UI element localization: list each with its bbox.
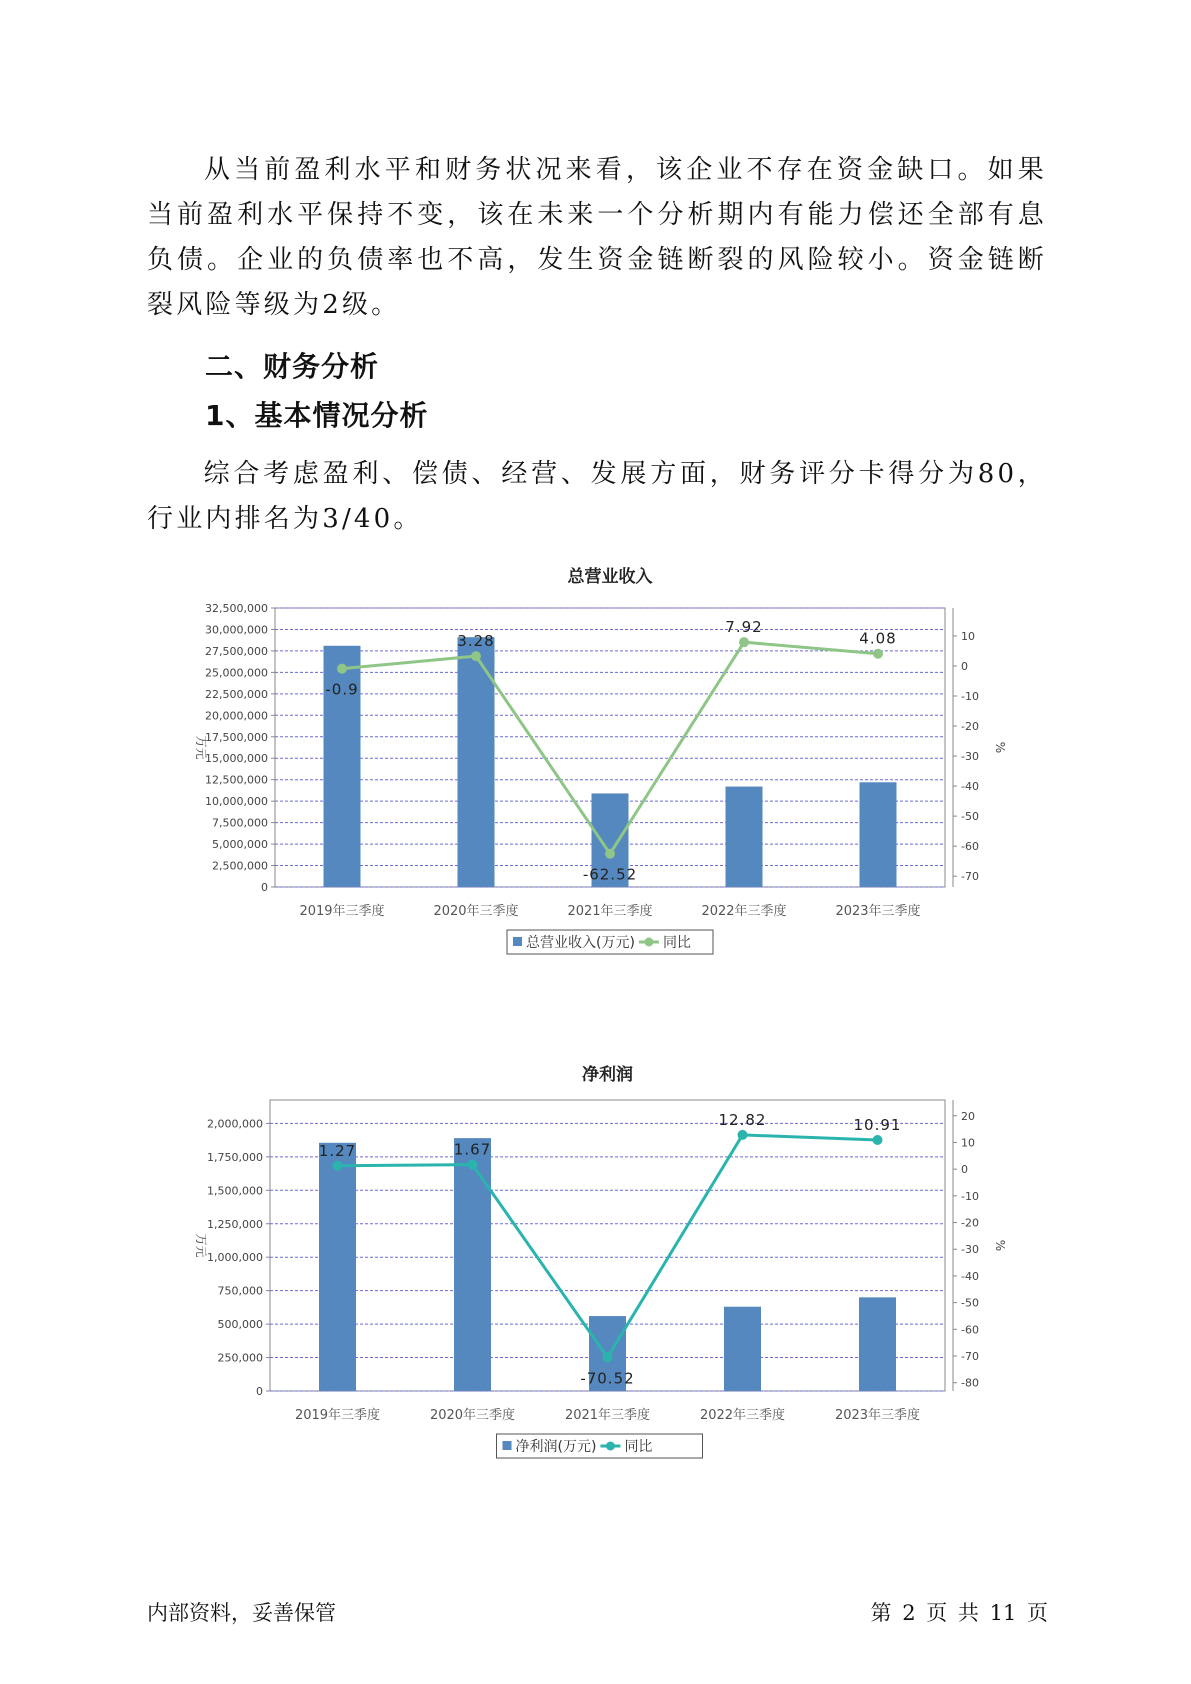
y2-tick-label: -40 (961, 1269, 979, 1283)
y-tick-label: 0 (256, 1385, 263, 1398)
y-tick-label: 1,750,000 (207, 1150, 263, 1164)
y-tick-label: 22,500,000 (205, 687, 268, 701)
yoy-point (337, 664, 347, 674)
y2-tick-label: 0 (961, 659, 968, 673)
x-tick-label: 2020年三季度 (433, 904, 519, 919)
x-tick-label: 2020年三季度 (429, 1408, 516, 1423)
yoy-point (603, 1352, 613, 1362)
data-label: -62.52 (582, 865, 638, 884)
y-tick-label: 1,000,000 (207, 1251, 263, 1265)
legend-bar-swatch (513, 937, 522, 946)
bar (319, 1143, 356, 1391)
legend-bar-swatch (503, 1441, 512, 1450)
y-tick-label: 30,000,000 (205, 623, 268, 637)
y-tick-label: 1,250,000 (207, 1217, 263, 1231)
x-tick-label: 2021年三季度 (567, 904, 653, 919)
yoy-point (605, 849, 615, 859)
x-tick-label: 2022年三季度 (701, 904, 787, 919)
x-tick-label: 2019年三季度 (299, 904, 385, 919)
y-tick-label: 32,500,000 (205, 602, 268, 615)
y-tick-label: 1,500,000 (207, 1184, 263, 1198)
yoy-point (873, 1135, 883, 1145)
intro-text: 从当前盈利水平和财务状况来看，该企业不存在资金缺口。如果当前盈利水平保持不变，该在未来一个分析期内有能力偿还全部有息负债。企业的负债率也不高，发生资金链断裂的风险较小。资金链断裂风险等级为2级。 (147, 155, 1047, 320)
bar (454, 1138, 491, 1391)
subsection-title: 1、基本情况分析 (205, 399, 429, 432)
y2-tick-label: -40 (961, 780, 979, 794)
y2-tick-label: -20 (961, 1216, 979, 1230)
footer-page-number: 第 2 页 共 11 页 (870, 1601, 1048, 1625)
data-label: 12.82 (718, 1110, 767, 1129)
y-tick-label: 2,000,000 (207, 1117, 263, 1131)
legend-bar-label: 净利润(万元) (515, 1439, 597, 1455)
legend-line-marker (606, 1442, 615, 1451)
summary-text: 综合考虑盈利、偿债、经营、发展方面，财务评分卡得分为80，行业内排名为3/40。 (147, 459, 1047, 534)
y2-tick-label: -50 (961, 1296, 979, 1310)
y-tick-label: 5,000,000 (212, 838, 268, 852)
summary-paragraph (147, 452, 1047, 542)
y-axis-title: 万元 (194, 1233, 208, 1258)
yoy-point (333, 1161, 343, 1171)
data-label: 3.28 (457, 632, 495, 651)
y-tick-label: 17,500,000 (205, 730, 268, 744)
y2-axis-title: % (993, 1239, 1007, 1252)
legend-line-marker (644, 938, 653, 947)
y2-tick-label: 20 (961, 1109, 975, 1123)
y2-axis-title: % (993, 741, 1007, 754)
data-label: -0.9 (325, 680, 359, 699)
y2-tick-label: -80 (961, 1376, 979, 1390)
yoy-point (468, 1160, 478, 1170)
y-tick-label: 7,500,000 (212, 816, 268, 830)
y-tick-label: 250,000 (217, 1351, 263, 1365)
revenue-chart-svg (175, 565, 1015, 1025)
y2-tick-label: -70 (961, 870, 979, 884)
footer-confidential: 内部资料，妥善保管 (147, 1601, 336, 1625)
y-tick-label: 0 (261, 881, 268, 894)
chart-title: 总营业收入 (567, 567, 653, 587)
y-tick-label: 25,000,000 (205, 666, 268, 680)
x-tick-label: 2019年三季度 (294, 1408, 381, 1423)
y-tick-label: 750,000 (217, 1284, 263, 1298)
intro-paragraph (147, 148, 1047, 328)
y2-tick-label: -10 (961, 1189, 979, 1203)
section-title: 二、财务分析 (205, 350, 380, 383)
bar (859, 1297, 896, 1391)
y2-tick-label: -10 (961, 689, 979, 703)
revenue-chart (175, 565, 1015, 1029)
net-profit-chart (175, 1060, 1015, 1524)
y2-tick-label: -30 (961, 1243, 979, 1257)
y-tick-label: 12,500,000 (205, 773, 268, 787)
y-axis-title: 万元 (194, 735, 208, 760)
y2-tick-label: -60 (961, 840, 979, 854)
data-label: -70.52 (580, 1369, 635, 1388)
bar (860, 782, 897, 887)
chart-title: 净利润 (582, 1065, 633, 1085)
y2-tick-label: -60 (961, 1323, 979, 1337)
x-tick-label: 2023年三季度 (834, 1408, 921, 1423)
y2-tick-label: -20 (961, 720, 979, 734)
x-tick-label: 2023年三季度 (835, 904, 921, 919)
data-label: 4.08 (859, 629, 897, 648)
x-tick-label: 2021年三季度 (564, 1408, 651, 1423)
y-tick-label: 27,500,000 (205, 644, 268, 658)
y2-tick-label: -50 (961, 810, 979, 824)
bar (724, 1307, 761, 1391)
data-label: 7.92 (725, 618, 763, 637)
yoy-point (471, 651, 481, 661)
y2-tick-label: 10 (961, 629, 975, 643)
legend-line-label: 同比 (624, 1439, 653, 1455)
data-label: 10.91 (853, 1116, 902, 1135)
y-tick-label: 15,000,000 (205, 752, 268, 766)
y2-tick-label: -70 (961, 1350, 979, 1364)
data-label: 1.67 (453, 1140, 492, 1159)
y-tick-label: 2,500,000 (212, 859, 268, 873)
data-label: 1.27 (318, 1141, 357, 1160)
yoy-point (873, 649, 883, 659)
y-tick-label: 10,000,000 (205, 795, 268, 809)
yoy-point (738, 1130, 748, 1140)
x-tick-label: 2022年三季度 (699, 1408, 786, 1423)
bar (726, 787, 763, 887)
legend-bar-label: 总营业收入(万元) (526, 935, 635, 951)
y2-tick-label: -30 (961, 750, 979, 764)
y2-tick-label: 10 (961, 1136, 975, 1150)
y-tick-label: 20,000,000 (205, 709, 268, 723)
y2-tick-label: 0 (961, 1163, 968, 1177)
net-profit-chart-svg (175, 1060, 1015, 1520)
y-tick-label: 500,000 (217, 1318, 263, 1332)
legend-line-label: 同比 (662, 935, 691, 951)
yoy-point (739, 637, 749, 647)
